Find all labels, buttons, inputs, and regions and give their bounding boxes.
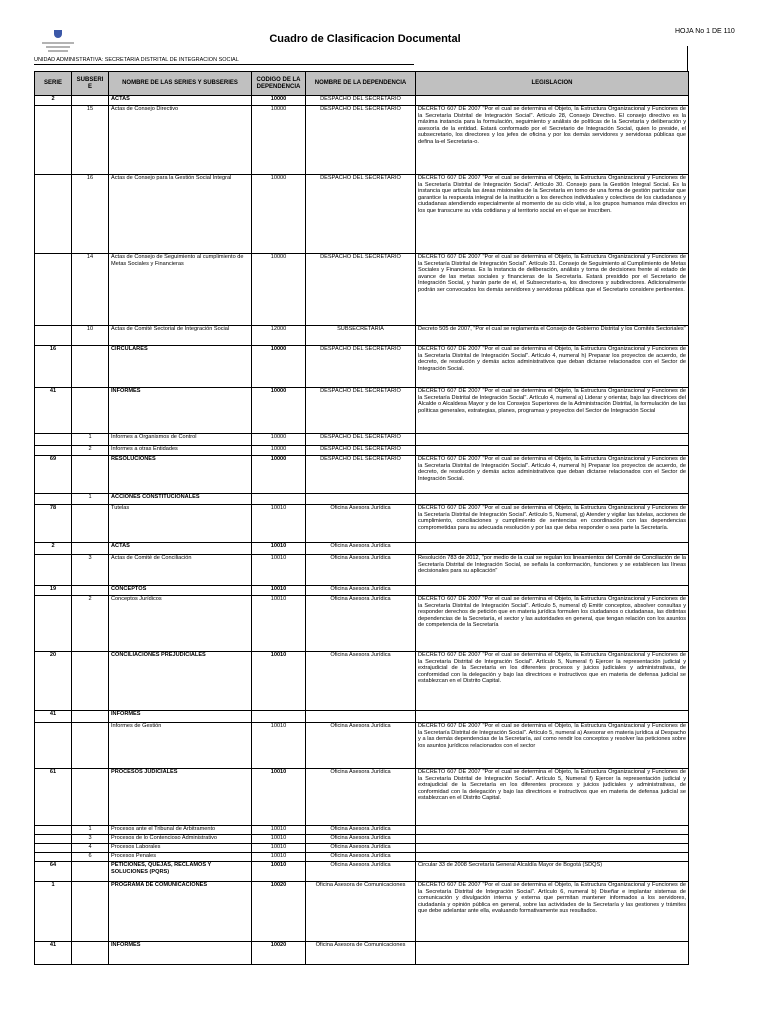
cell-serie: [35, 596, 72, 652]
cell-dependencia: Oficina Asesora de Comunicaciones: [306, 882, 416, 942]
cell-legislacion: Decreto 505 de 2007, "Por el cual se reglamenta el Consejo de Gobierno Distrital y los Comités Sectoriales": [416, 326, 689, 346]
cell-subserie: 2: [72, 446, 109, 456]
cell-dependencia: Oficina Asesora Jurídica: [306, 596, 416, 652]
table-body: [35, 96, 689, 965]
header-dependencia: NOMBRE DE LA DEPENDENCIA: [306, 72, 416, 96]
cell-codigo: 10010: [252, 555, 306, 586]
cell-codigo: 10010: [252, 505, 306, 543]
cell-serie: 69: [35, 456, 72, 494]
cell-codigo: 10010: [252, 596, 306, 652]
page-number: HOJA No 1 DE 110: [675, 28, 735, 35]
cell-codigo: 10020: [252, 882, 306, 942]
cell-subserie: [72, 346, 109, 388]
cell-serie: 1: [35, 882, 72, 942]
cell-dependencia: DESPACHO DEL SECRETARIO: [306, 456, 416, 494]
cell-codigo: 10000: [252, 254, 306, 326]
cell-subserie: 3: [72, 835, 109, 844]
cell-dependencia: SUBSECRETARIA: [306, 326, 416, 346]
cell-legislacion: [416, 494, 689, 505]
cell-serie: [35, 844, 72, 853]
cell-dependencia: DESPACHO DEL SECRETARIO: [306, 254, 416, 326]
cell-serie: [35, 175, 72, 254]
cell-subserie: 16: [72, 175, 109, 254]
cell-subserie: 15: [72, 106, 109, 175]
cell-legislacion: DECRETO 607 DE 2007 "Por el cual se determina el Objeto, la Estructura Organizacional y Funciones de la Secretaría Distrital de Integración Social". Artículo 5, Numeral f) Ejercer la representación judicial y extrajudicial de la Secretaría en los diferentes procesos y juicios judiciales y administrativas, de conformidad con la delegación y bajo las directrices e instructivos que en materia de defensa judicial se establezcan en el Distrito Capital.: [416, 652, 689, 711]
cell-codigo: 10010: [252, 853, 306, 862]
cell-legislacion: [416, 826, 689, 835]
cell-legislacion: [416, 434, 689, 446]
cell-dependencia: Oficina Asesora Jurídica: [306, 862, 416, 882]
cell-serie: [35, 254, 72, 326]
table-row: [35, 586, 689, 596]
cell-serie: 16: [35, 346, 72, 388]
cell-dependencia: Oficina Asesora Jurídica: [306, 835, 416, 844]
classification-table: [34, 71, 689, 965]
cell-nombre: Tutelas: [109, 505, 252, 543]
cell-legislacion: DECRETO 607 DE 2007 "Por el cual se determina el Objeto, la Estructura Organizacional y Funciones de la Secretaría Distrital de Integración Social". Artículo 30. Consejo para la Gestión Integral Social. Es la instancia que articula las áreas misionales de la Secretaría en torno de una forma de gestión particular que garantice la respuesta integral de la institución a los derechos individuales y colectivos de los ciudadanos y ciudadanas atendiendo especialmente al momento de su ciclo vital, a los grupos humanos más directos en los que transcurre su vida cotidiana y al territorio social en el que se inscriben.: [416, 175, 689, 254]
unit-underline: [34, 64, 414, 65]
cell-serie: 2: [35, 96, 72, 106]
administrative-unit: UNIDAD ADMINISTRATIVA: SECRETARIA DISTRITAL DE INTEGRACION SOCIAL: [34, 57, 239, 63]
cell-subserie: 2: [72, 596, 109, 652]
table-row: [35, 596, 689, 652]
table-row: [35, 434, 689, 446]
cell-serie: [35, 555, 72, 586]
table-row: [35, 543, 689, 555]
cell-codigo: 12000: [252, 326, 306, 346]
cell-subserie: [72, 543, 109, 555]
cell-dependencia: DESPACHO DEL SECRETARIO: [306, 446, 416, 456]
header-subserie: SUBSERI E: [72, 72, 109, 96]
cell-codigo: 10010: [252, 835, 306, 844]
table-row: [35, 346, 689, 388]
cell-codigo: 10020: [252, 942, 306, 965]
cell-legislacion: DECRETO 607 DE 2007 "Por el cual se determina el Objeto, la Estructura Organizacional y Funciones de la Secretaría Distrital de Integración Social". Artículo 28, Consejo Directivo. El consejo directivo es la máxima instancia para la formulación, seguimiento y análisis de políticas de la Secretaría y deliberación y asesoría de la entidad. Estará conformado por el Secretario de Integración Social, quien lo preside, el subsecretario, los directores y los jefes de oficina y por los demás servidores y servidoras públicas que defina la-el Secretaria-o.: [416, 106, 689, 175]
table-row: [35, 853, 689, 862]
cell-codigo: 10000: [252, 456, 306, 494]
cell-nombre: RESOLUCIONES: [109, 456, 252, 494]
cell-nombre: Informes a otras Entidades: [109, 446, 252, 456]
cell-subserie: [72, 456, 109, 494]
cell-serie: [35, 835, 72, 844]
cell-subserie: [72, 388, 109, 434]
cell-subserie: 4: [72, 844, 109, 853]
cell-serie: [35, 326, 72, 346]
cell-dependencia: Oficina Asesora Jurídica: [306, 769, 416, 826]
cell-nombre: Actas de Consejo de Seguimiento al cumplimiento de Metas Sociales y Financieras: [109, 254, 252, 326]
cell-nombre: Procesos Laborales: [109, 844, 252, 853]
cell-nombre: Procesos de lo Contencioso Administrativo: [109, 835, 252, 844]
cell-subserie: [72, 723, 109, 769]
cell-dependencia: Oficina Asesora Jurídica: [306, 555, 416, 586]
cell-legislacion: DECRETO 607 DE 2007 "Por el cual se determina el Objeto, la Estructura Organizacional y Funciones de la Secretaría Distrital de Integración Social". Artículo 5, Numeral, g) Atender y vigilar las tutelas, acciones de cumplimiento, conciliaciones y cumplimiento de sentencias en coordinación con las dependencias comprometidas para su adecuada resolución y por las que deba responder o sea parte la Secretaría.: [416, 505, 689, 543]
cell-codigo: 10010: [252, 844, 306, 853]
cell-legislacion: DECRETO 607 DE 2007 "Por el cual se determina el Objeto, la Estructura Organizacional y Funciones de la Secretaría Distrital de Integración Social". Artículo 4, numeral a) Liderar y orientar, bajo las directrices del Alcalde o Alcaldesa Mayor y de los Consejos Superiores de la Administración Distrital, la formulación de las políticas generales, estrategias, planes, programas y proyectos del Sector de Integración Social: [416, 388, 689, 434]
table-row: [35, 942, 689, 965]
table-row: [35, 456, 689, 494]
cell-codigo: 10010: [252, 543, 306, 555]
cell-legislacion: [416, 446, 689, 456]
cell-subserie: [72, 882, 109, 942]
table-row: [35, 862, 689, 882]
cell-dependencia: DESPACHO DEL SECRETARIO: [306, 96, 416, 106]
cell-serie: [35, 853, 72, 862]
cell-codigo: 10000: [252, 434, 306, 446]
cell-nombre: Conceptos Jurídicos: [109, 596, 252, 652]
cell-nombre: INFORMES: [109, 711, 252, 723]
cell-subserie: 6: [72, 853, 109, 862]
header-legislacion: LEGISLACION: [416, 72, 689, 96]
cell-legislacion: [416, 543, 689, 555]
table-row: [35, 254, 689, 326]
table-row: [35, 96, 689, 106]
cell-serie: [35, 434, 72, 446]
cell-dependencia: Oficina Asesora Jurídica: [306, 723, 416, 769]
cell-codigo: 10000: [252, 388, 306, 434]
cell-serie: 64: [35, 862, 72, 882]
cell-legislacion: DECRETO 607 DE 2007 "Por el cual se determina el Objeto, la Estructura Organizacional y Funciones de la Secretaría Distrital de Integración Social". Artículo 6, numeral b) Diseñar e implantar sistemas de comunicación y divulgación interna y externa que permitan mantener informados a los servidores, ciudadanía y opinión pública en general, sobre las actividades de la Secretaría y las gestiones y trámites que debe adelantar ante ella, evaluando formativamente sus resultados.: [416, 882, 689, 942]
table-row: [35, 326, 689, 346]
cell-serie: 41: [35, 711, 72, 723]
table-row: [35, 388, 689, 434]
cell-nombre: Actas de Comité de Conciliación: [109, 555, 252, 586]
table-row: [35, 882, 689, 942]
cell-nombre: CIRCULARES: [109, 346, 252, 388]
header-nombre: NOMBRE DE LAS SERIES Y SUBSERIES: [109, 72, 252, 96]
cell-legislacion: [416, 942, 689, 965]
cell-serie: 41: [35, 942, 72, 965]
cell-subserie: [72, 96, 109, 106]
header-serie: SERIE: [35, 72, 72, 96]
cell-subserie: 3: [72, 555, 109, 586]
cell-codigo: 10010: [252, 723, 306, 769]
cell-nombre: INFORMES: [109, 942, 252, 965]
cell-dependencia: DESPACHO DEL SECRETARIO: [306, 106, 416, 175]
cell-nombre: Informes de Gestión: [109, 723, 252, 769]
cell-dependencia: Oficina Asesora Jurídica: [306, 586, 416, 596]
cell-nombre: PETICIONES, QUEJAS, RECLAMOS Y SOLUCIONES (PQRS): [109, 862, 252, 882]
cell-dependencia: Oficina Asesora Jurídica: [306, 543, 416, 555]
cell-serie: 2: [35, 543, 72, 555]
cell-nombre: ACTAS: [109, 96, 252, 106]
cell-codigo: 10000: [252, 106, 306, 175]
cell-legislacion: DECRETO 607 DE 2007 "Por el cual se determina el Objeto, la Estructura Organizacional y Funciones de la Secretaría Distrital de Integración Social". Artículo 4, numeral h) Preparar los proyectos de acuerdo, de decreto, de resolución y demás actos administrativos que deban dictarse relacionados con el Sector de Integración Social.: [416, 346, 689, 388]
cell-codigo: 10010: [252, 652, 306, 711]
table-row: [35, 769, 689, 826]
cell-subserie: [72, 942, 109, 965]
cell-nombre: CONCEPTOS: [109, 586, 252, 596]
table-row: [35, 844, 689, 853]
cell-codigo: 10010: [252, 769, 306, 826]
table-row: [35, 835, 689, 844]
cell-dependencia: Oficina Asesora Jurídica: [306, 826, 416, 835]
cell-legislacion: DECRETO 607 DE 2007 "Por el cual se determina el Objeto, la Estructura Organizacional y Funciones de la Secretaría Distrital de Integración Social". Artículo 5, numeral d) Emitir conceptos, absolver consultas y responder derechos de petición que en materia jurídica formulen los ciudadanos o ciudadanas, las distintas dependencias de la Secretaría, el sector y las autoridades en general, que tengan relación con los asuntos de competencia de la Secretaría: [416, 596, 689, 652]
cell-dependencia: Oficina Asesora Jurídica: [306, 652, 416, 711]
cell-dependencia: Oficina Asesora Jurídica: [306, 505, 416, 543]
cell-dependencia: [306, 494, 416, 505]
cell-dependencia: Oficina Asesora de Comunicaciones: [306, 942, 416, 965]
cell-serie: 41: [35, 388, 72, 434]
table-row: [35, 711, 689, 723]
cell-legislacion: [416, 844, 689, 853]
cell-subserie: [72, 652, 109, 711]
cell-subserie: 1: [72, 434, 109, 446]
cell-legislacion: Resolución 783 de 2012, "por medio de la cual se regulan los lineamientos del Comité de Conciliación de la Secretaría Distrital de Integración Social, se señala la conformación, funciones y se establecen las líneas decisionales para su aplicación": [416, 555, 689, 586]
cell-subserie: [72, 769, 109, 826]
cell-nombre: Actas de Consejo Directivo: [109, 106, 252, 175]
cell-serie: 61: [35, 769, 72, 826]
header-codigo: CODIGO DE LA DEPENDENCIA: [252, 72, 306, 96]
cell-codigo: [252, 494, 306, 505]
cell-legislacion: DECRETO 607 DE 2007 "Por el cual se determina el Objeto, la Estructura Organizacional y Funciones de la Secretaría Distrital de Integración Social". Artículo 4, numeral h) Preparar los proyectos de acuerdo, de decreto, de resolución y demás actos administrativos que deban dictarse relacionados con el Sector de Integración Social.: [416, 456, 689, 494]
cell-nombre: PROCESOS JUDICIALES: [109, 769, 252, 826]
cell-legislacion: [416, 835, 689, 844]
cell-codigo: 10000: [252, 446, 306, 456]
table-row: [35, 652, 689, 711]
cell-codigo: 10000: [252, 175, 306, 254]
table-row: [35, 723, 689, 769]
cell-legislacion: [416, 96, 689, 106]
cell-codigo: 10000: [252, 96, 306, 106]
cell-subserie: 1: [72, 494, 109, 505]
cell-nombre: Actas de Consejo para la Gestión Social Integral: [109, 175, 252, 254]
cell-codigo: [252, 711, 306, 723]
cell-codigo: 10010: [252, 586, 306, 596]
cell-serie: 19: [35, 586, 72, 596]
cell-subserie: [72, 505, 109, 543]
cell-subserie: 14: [72, 254, 109, 326]
cell-dependencia: DESPACHO DEL SECRETARIO: [306, 388, 416, 434]
cell-serie: 78: [35, 505, 72, 543]
cell-legislacion: DECRETO 607 DE 2007 "Por el cual se determina el Objeto, la Estructura Organizacional y Funciones de la Secretaría Distrital de Integración Social". Artículo 5, numeral a) Asesorar en materia jurídica al Despacho y a las demás dependencias de la Secretaría, así como rendir los conceptos y resolver las peticiones sobre los asuntos jurídicos relacionados con el sector: [416, 723, 689, 769]
cell-serie: [35, 446, 72, 456]
cell-serie: [35, 723, 72, 769]
cell-serie: [35, 826, 72, 835]
cell-subserie: 1: [72, 826, 109, 835]
cell-serie: [35, 494, 72, 505]
cell-legislacion: [416, 711, 689, 723]
cell-codigo: 10010: [252, 862, 306, 882]
cell-legislacion: DECRETO 607 DE 2007 "Por el cual se determina el Objeto, la Estructura Organizacional y Funciones de la Secretaría Distrital de Integración Social". Artículo 31. Consejo de Seguimiento al Cumplimiento de Metas Sociales y Financieras. Es la instancia de deliberación, análisis y toma de decisiones frente al estado de avance de las metas sociales y financieras de la Secretaría. Estará presidido por el Secretario de Integración Social, y harán parte de el, el Subsecretario-a, los directores y subdirectores. Adicionalmente podrán ser convocados los demás servidores y servidoras públicas que el Secretario considere pertinentes.: [416, 254, 689, 326]
cell-dependencia: [306, 711, 416, 723]
cell-codigo: 10000: [252, 346, 306, 388]
cell-dependencia: DESPACHO DEL SECRETARIO: [306, 346, 416, 388]
cell-nombre: CONCILIACIONES PREJUDICIALES: [109, 652, 252, 711]
cell-serie: 20: [35, 652, 72, 711]
cell-subserie: [72, 862, 109, 882]
cell-dependencia: DESPACHO DEL SECRETARIO: [306, 434, 416, 446]
document-title: Cuadro de Clasificacion Documental: [269, 33, 461, 45]
cell-codigo: 10010: [252, 826, 306, 835]
cell-serie: [35, 106, 72, 175]
table-row: [35, 555, 689, 586]
cell-nombre: ACCIONES CONSTITUCIONALES: [109, 494, 252, 505]
cell-nombre: Actas de Comité Sectorial de Integración Social: [109, 326, 252, 346]
table-row: [35, 106, 689, 175]
table-row: [35, 505, 689, 543]
table-row: [35, 175, 689, 254]
table-row: [35, 494, 689, 505]
cell-nombre: Procesos ante el Tribunal de Arbitramento: [109, 826, 252, 835]
cell-subserie: [72, 711, 109, 723]
cell-nombre: ACTAS: [109, 543, 252, 555]
cell-legislacion: [416, 853, 689, 862]
table-row: [35, 446, 689, 456]
cell-dependencia: Oficina Asesora Jurídica: [306, 844, 416, 853]
table-header-row: [35, 72, 689, 96]
cell-subserie: 10: [72, 326, 109, 346]
cell-nombre: INFORMES: [109, 388, 252, 434]
cell-nombre: Procesos Penales: [109, 853, 252, 862]
cell-legislacion: DECRETO 607 DE 2007 "Por el cual se determina el Objeto, la Estructura Organizacional y Funciones de la Secretaría Distrital de Integración Social". Artículo 5, Numeral f) Ejercer la representación judicial y extrajudicial de la Secretaría en los diferentes procesos y juicios judiciales y administrativas, de conformidad con la delegación y bajo las directrices e instructivos que en materia de defensa judicial se establezcan en el Distrito Capital.: [416, 769, 689, 826]
cell-subserie: [72, 586, 109, 596]
cell-legislacion: Circular 33 de 2008 Secretaría General Alcaldía Mayor de Bogotá (SDQS): [416, 862, 689, 882]
cell-legislacion: [416, 586, 689, 596]
cell-nombre: PROGRAMA DE COMUNICACIONES: [109, 882, 252, 942]
cell-dependencia: Oficina Asesora Jurídica: [306, 853, 416, 862]
table-row: [35, 826, 689, 835]
cell-nombre: Informes a Organismos de Control: [109, 434, 252, 446]
cell-dependencia: DESPACHO DEL SECRETARIO: [306, 175, 416, 254]
